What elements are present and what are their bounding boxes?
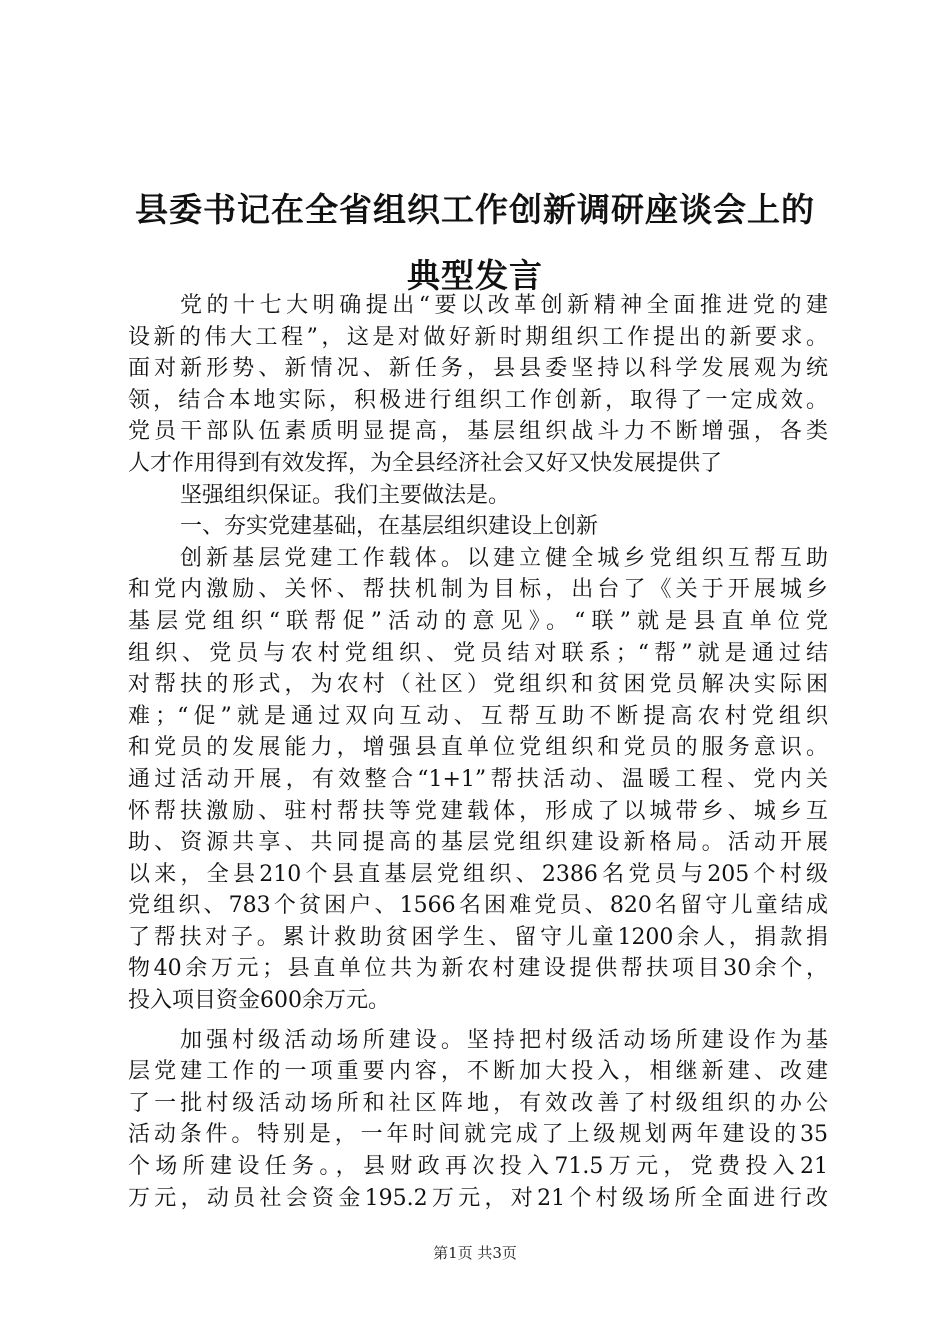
document-title-line-2: 典型发言 [407,256,543,295]
body-line: 对帮扶的形式，为农村（社区）党组织和贫困党员解决实际困 [128,672,828,698]
body-line: 党的十七大明确提出“要以改革创新精神全面推进党的建 [180,293,828,318]
body-line: 以来，全县210个县直基层党组织、2386名党员与205个村级 [128,861,828,887]
body-line: 人才作用得到有效发挥，为全县经济社会又好又快发展提供了 [128,450,723,476]
body-line: 设新的伟大工程”，这是对做好新时期组织工作提出的新要求。 [128,324,828,350]
body-line: 基层党组织“联帮促”活动的意见》。“联”就是县直单位党 [128,608,828,634]
body-line: 组织、党员与农村党组织、党员结对联系；“帮”就是通过结 [128,640,828,666]
document-title-line-1: 县委书记在全省组织工作创新调研座谈会上的 [135,190,815,229]
body-line: 了一批村级活动场所和社区阵地，有效改善了村级组织的办公 [128,1090,828,1116]
body-line: 和党员的发展能力，增强县直单位党组织和党员的服务意识。 [128,735,828,761]
body-line: 通过活动开展，有效整合“1+1”帮扶活动、温暖工程、党内关 [128,766,828,792]
body-line: 万元，动员社会资金195.2万元，对21个村级场所全面进行改 [128,1185,828,1211]
body-line: 创新基层党建工作载体。以建立健全城乡党组织互帮互助 [180,545,828,571]
document-body [128,290,828,1214]
body-line: 投入项目资金600余万元。 [128,988,390,1014]
body-line: 怀帮扶激励、驻村帮扶等党建载体，形成了以城带乡、城乡互 [128,798,828,824]
body-line: 坚强组织保证。我们主要做法是。 [180,482,511,508]
body-line: 个场所建设任务。，县财政再次投入71.5万元，党费投入21 [128,1154,828,1180]
section-heading: 一、夯实党建基础，在基层组织建设上创新 [180,514,599,540]
body-line: 加强村级活动场所建设。坚持把村级活动场所建设作为基 [180,1027,828,1053]
body-line: 党组织、783个贫困户、1566名困难党员、820名留守儿童结成 [128,893,828,919]
body-line: 和党内激励、关怀、帮扶机制为目标，出台了《关于开展城乡 [128,577,828,603]
body-line: 了帮扶对子。累计救助贫困学生、留守儿童1200余人，捐款捐 [128,924,828,950]
body-line: 助、资源共享、共同提高的基层党组织建设新格局。活动开展 [128,830,828,856]
body-line: 难；“促”就是通过双向互动、互帮互助不断提高农村党组织 [128,703,828,729]
body-line: 活动条件。特别是，一年时间就完成了上级规划两年建设的35 [128,1122,828,1148]
body-line: 层党建工作的一项重要内容，不断加大投入，相继新建、改建 [128,1059,828,1085]
body-line: 物40余万元；县直单位共为新农村建设提供帮扶项目30余个， [128,956,828,982]
body-line: 党员干部队伍素质明显提高，基层组织战斗力不断增强，各类 [128,419,828,445]
body-line: 面对新形势、新情况、新任务，县县委坚持以科学发展观为统 [128,356,828,382]
page-number: 第1页 共3页 [433,1244,517,1262]
body-line: 领，结合本地实际，积极进行组织工作创新，取得了一定成效。 [128,387,828,413]
